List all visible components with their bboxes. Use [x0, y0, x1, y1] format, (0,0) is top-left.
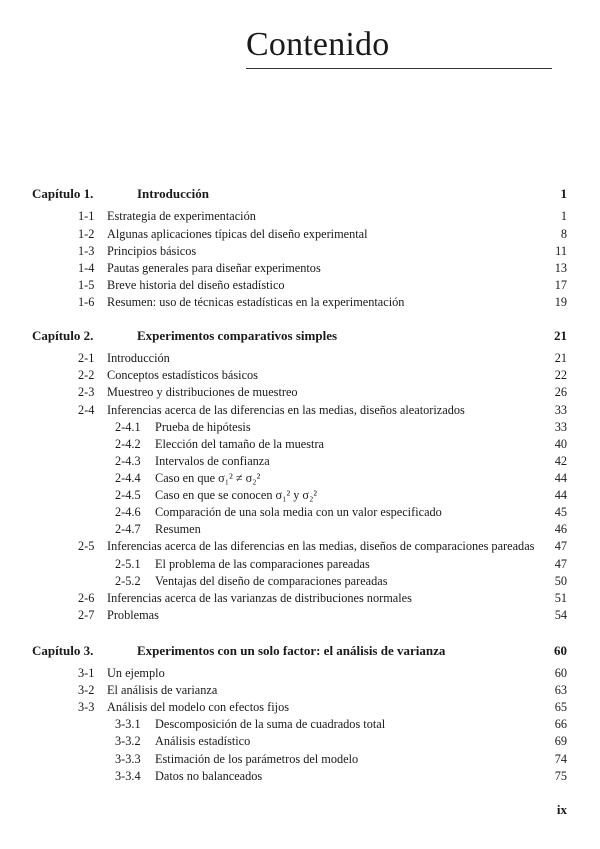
entry-page: 13 — [554, 261, 567, 275]
entry-number: 2-4.5 — [115, 488, 141, 502]
entry-title: Experimentos comparativos simples — [137, 328, 338, 343]
entry-number: 3-1 — [78, 666, 95, 680]
subsection-entry — [0, 419, 600, 435]
entry-number: 2-5 — [78, 539, 95, 553]
entry-number: Capítulo 3. — [32, 643, 94, 658]
entry-title: Análisis estadístico — [155, 734, 251, 748]
entry-number: 3-3.1 — [115, 717, 141, 731]
entry-page: 63 — [554, 683, 567, 697]
entry-title: El problema de las comparaciones pareadas — [155, 557, 370, 571]
entry-title: Algunas aplicaciones típicas del diseño experimental — [107, 227, 368, 241]
title-rule — [246, 68, 552, 69]
entry-number: 1-5 — [78, 278, 95, 292]
entry-number: 2-3 — [78, 385, 95, 399]
section-entry — [0, 607, 600, 623]
subsection-entry — [0, 573, 600, 589]
entry-page: 19 — [554, 295, 567, 309]
entry-number: 2-5.1 — [115, 557, 141, 571]
subsection-entry — [0, 436, 600, 452]
chapter-entry — [0, 328, 600, 344]
entry-number: 2-6 — [78, 591, 95, 605]
entry-number: 3-3.4 — [115, 769, 141, 783]
entry-page: 42 — [554, 454, 567, 468]
entry-number: 1-1 — [78, 209, 95, 223]
chapter-entry — [0, 643, 600, 659]
entry-page: 51 — [554, 591, 567, 605]
section-entry — [0, 294, 600, 310]
entry-page: 40 — [554, 437, 567, 451]
entry-number: 2-2 — [78, 368, 95, 382]
section-entry — [0, 260, 600, 276]
entry-number: 3-3.3 — [115, 752, 141, 766]
entry-title: Pautas generales para diseñar experimentos — [107, 261, 321, 275]
entry-title: Muestreo y distribuciones de muestreo — [107, 385, 298, 399]
section-entry — [0, 682, 600, 698]
section-entry — [0, 665, 600, 681]
entry-page: 75 — [554, 769, 567, 783]
subsection-entry — [0, 487, 600, 503]
section-entry — [0, 384, 600, 400]
entry-title: Introducción — [137, 186, 209, 201]
section-entry — [0, 350, 600, 366]
entry-title: Un ejemplo — [107, 666, 165, 680]
entry-page: 69 — [554, 734, 567, 748]
entry-number: 3-2 — [78, 683, 95, 697]
entry-title: Resumen: uso de técnicas estadísticas en la experimentación — [107, 295, 405, 309]
entry-page: 8 — [560, 227, 567, 241]
subsection-entry — [0, 470, 600, 486]
entry-title: Análisis del modelo con efectos fijos — [107, 700, 290, 714]
entry-page: 47 — [554, 557, 567, 571]
entry-page: 45 — [554, 505, 567, 519]
section-entry — [0, 243, 600, 259]
section-entry — [0, 208, 600, 224]
entry-number: 1-2 — [78, 227, 95, 241]
entry-title: Inferencias acerca de las diferencias en las medias, diseños de comparaciones pareadas — [107, 539, 535, 553]
entry-title: Inferencias acerca de las diferencias en las medias, diseños aleatorizados — [107, 403, 465, 417]
entry-number: 2-4.3 — [115, 454, 141, 468]
section-entry — [0, 226, 600, 242]
entry-number: 2-4.6 — [115, 505, 141, 519]
subsection-entry — [0, 751, 600, 767]
entry-title: Estimación de los parámetros del modelo — [155, 752, 359, 766]
entry-title: Caso en que se conocen σ₁² y σ₂² — [155, 488, 318, 502]
entry-page: 1 — [560, 186, 567, 201]
subsection-entry — [0, 716, 600, 732]
entry-number: 2-1 — [78, 351, 95, 365]
section-entry — [0, 699, 600, 715]
entry-number: 2-4.7 — [115, 522, 141, 536]
entry-number: 2-7 — [78, 608, 95, 622]
entry-title: Introducción — [107, 351, 170, 365]
entry-page: 33 — [554, 403, 567, 417]
entry-page: 21 — [554, 351, 567, 365]
entry-page: 33 — [554, 420, 567, 434]
entry-page: 46 — [554, 522, 567, 536]
entry-title: El análisis de varianza — [107, 683, 218, 697]
entry-number: 2-4.2 — [115, 437, 141, 451]
entry-page: 1 — [560, 209, 567, 223]
entry-title: Breve historia del diseño estadístico — [107, 278, 285, 292]
section-entry — [0, 277, 600, 293]
entry-page: 44 — [554, 488, 567, 502]
subsection-entry — [0, 521, 600, 537]
entry-title: Problemas — [107, 608, 159, 622]
entry-number: 2-4 — [78, 403, 95, 417]
entry-number: Capítulo 2. — [32, 328, 94, 343]
entry-title: Descomposición de la suma de cuadrados total — [155, 717, 386, 731]
entry-number: 2-4.4 — [115, 471, 141, 485]
entry-number: Capítulo 1. — [32, 186, 94, 201]
page-number: ix — [556, 802, 567, 817]
entry-number: 3-3 — [78, 700, 95, 714]
chapter-entry — [0, 186, 600, 202]
entry-title: Intervalos de confianza — [155, 454, 270, 468]
entry-title: Elección del tamaño de la muestra — [155, 437, 325, 451]
entry-page: 50 — [554, 574, 567, 588]
entry-title: Ventajas del diseño de comparaciones pareadas — [155, 574, 388, 588]
entry-title: Estrategia de experimentación — [107, 209, 256, 223]
entry-number: 1-3 — [78, 244, 95, 258]
entry-page: 74 — [554, 752, 567, 766]
entry-page: 54 — [554, 608, 567, 622]
subsection-entry — [0, 453, 600, 469]
entry-title: Conceptos estadísticos básicos — [107, 368, 258, 382]
entry-page: 26 — [554, 385, 567, 399]
entry-page: 65 — [554, 700, 567, 714]
entry-title: Resumen — [155, 522, 201, 536]
entry-title: Principios básicos — [107, 244, 197, 258]
entry-page: 60 — [554, 666, 567, 680]
entry-page: 22 — [554, 368, 567, 382]
entry-title: Prueba de hipótesis — [155, 420, 251, 434]
entry-page: 11 — [555, 244, 567, 258]
entry-number: 1-4 — [78, 261, 95, 275]
entry-title: Experimentos con un solo factor: el análisis de varianza — [137, 643, 446, 658]
entry-title: Comparación de una sola media con un valor especificado — [155, 505, 442, 519]
entry-page: 21 — [554, 328, 567, 343]
entry-title: Datos no balanceados — [155, 769, 263, 783]
section-entry — [0, 538, 600, 554]
entry-number: 2-5.2 — [115, 574, 141, 588]
entry-page: 47 — [554, 539, 567, 553]
entry-page: 66 — [554, 717, 567, 731]
entry-number: 1-6 — [78, 295, 95, 309]
entry-page: 17 — [554, 278, 567, 292]
subsection-entry — [0, 733, 600, 749]
section-entry — [0, 590, 600, 606]
subsection-entry — [0, 504, 600, 520]
entry-page: 60 — [554, 643, 567, 658]
section-entry — [0, 367, 600, 383]
section-entry — [0, 402, 600, 418]
entry-number: 2-4.1 — [115, 420, 141, 434]
entry-title: Caso en que σ₁² ≠ σ₂² — [155, 471, 261, 485]
page-title: Contenido — [246, 26, 390, 63]
subsection-entry — [0, 556, 600, 572]
entry-page: 44 — [554, 471, 567, 485]
subsection-entry — [0, 768, 600, 784]
entry-number: 3-3.2 — [115, 734, 141, 748]
entry-title: Inferencias acerca de las varianzas de distribuciones normales — [107, 591, 412, 605]
